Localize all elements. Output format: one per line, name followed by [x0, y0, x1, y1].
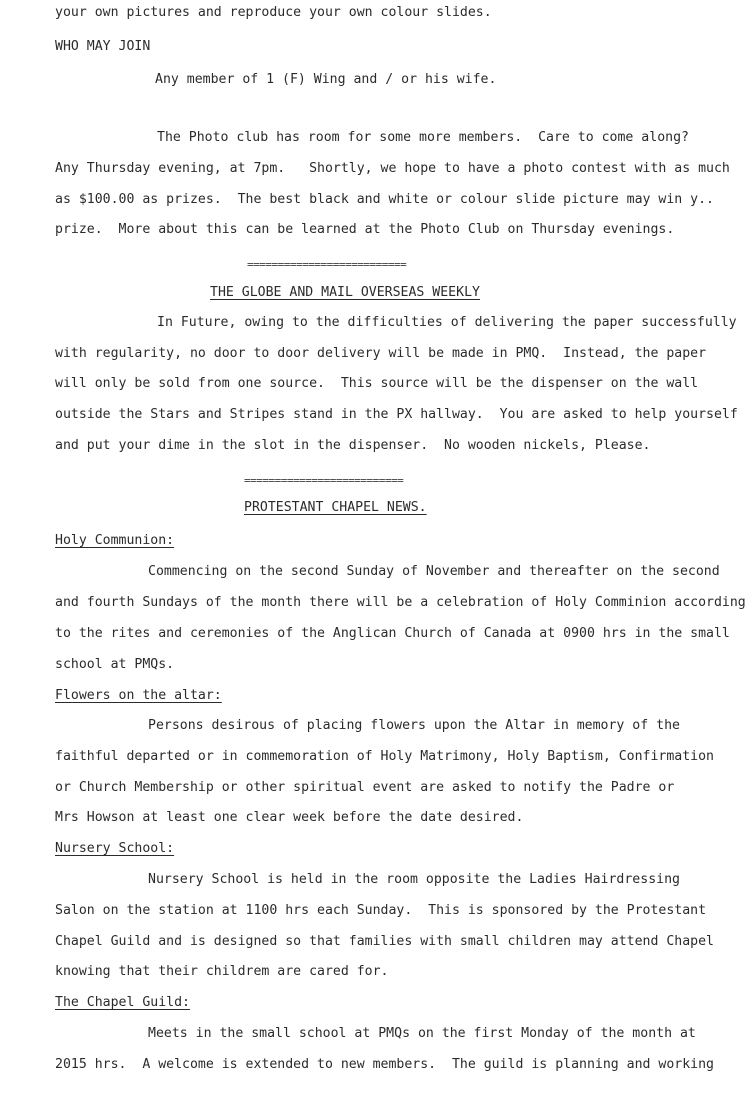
holy-communion-line: to the rites and ceremonies of the Anglican Church of Canada at 0900 hrs in the small — [55, 626, 730, 641]
photo-club-line: as $100.00 as prizes. The best black and white or colour slide picture may win y.. — [55, 192, 714, 207]
chapel-guild-line: Meets in the small school at PMQs on the first Monday of the month at — [148, 1026, 696, 1041]
flowers-line: Mrs Howson at least one clear week before the date desired. — [55, 810, 524, 825]
globe-and-mail-heading: THE GLOBE AND MAIL OVERSEAS WEEKLY — [210, 285, 480, 300]
globe-and-mail-line: will only be sold from one source. This source will be the dispenser on the wall — [55, 376, 699, 391]
nursery-school-line: Nursery School is held in the room opposite the Ladies Hairdressing — [148, 872, 680, 887]
nursery-school-line: Chapel Guild and is designed so that families with small children may attend Chapel — [55, 934, 714, 949]
chapel-news-heading: PROTESTANT CHAPEL NEWS. — [244, 500, 427, 515]
who-may-join-text: Any member of 1 (F) Wing and / or his wife. — [155, 72, 497, 87]
section-rule: ========================== — [244, 474, 404, 487]
holy-communion-line: Commencing on the second Sunday of November and thereafter on the second — [148, 564, 720, 579]
flowers-line: Persons desirous of placing flowers upon the Altar in memory of the — [148, 718, 680, 733]
globe-and-mail-line: with regularity, no door to door delivery will be made in PMQ. Instead, the paper — [55, 346, 707, 361]
intro-line: your own pictures and reproduce your own colour slides. — [55, 5, 492, 20]
who-may-join-heading: WHO MAY JOIN — [55, 39, 151, 54]
section-rule: ========================== — [247, 258, 407, 271]
nursery-school-line: Salon on the station at 1100 hrs each Sunday. This is sponsored by the Protestant — [55, 903, 707, 918]
holy-communion-heading: Holy Communion: — [55, 533, 175, 548]
chapel-guild-heading: The Chapel Guild: — [55, 995, 190, 1010]
photo-club-line: The Photo club has room for some more members. Care to come along? — [157, 130, 689, 145]
globe-and-mail-line: outside the Stars and Stripes stand in the PX hallway. You are asked to help yourself — [55, 407, 738, 422]
nursery-school-line: knowing that their childrem are cared for. — [55, 964, 389, 979]
globe-and-mail-line: and put your dime in the slot in the dispenser. No wooden nickels, Please. — [55, 438, 651, 453]
flowers-line: or Church Membership or other spiritual event are asked to notify the Padre or — [55, 780, 675, 795]
chapel-guild-line: 2015 hrs. A welcome is extended to new members. The guild is planning and working — [55, 1057, 714, 1072]
flowers-heading: Flowers on the altar: — [55, 688, 222, 703]
photo-club-line: prize. More about this can be learned at the Photo Club on Thursday evenings. — [55, 222, 675, 237]
holy-communion-line: school at PMQs. — [55, 657, 175, 672]
holy-communion-line: and fourth Sundays of the month there will be a celebration of Holy Comminion according — [55, 595, 746, 610]
globe-and-mail-line: In Future, owing to the difficulties of delivering the paper successfully — [157, 315, 737, 330]
photo-club-line: Any Thursday evening, at 7pm. Shortly, we hope to have a photo contest with as much — [55, 161, 730, 176]
nursery-school-heading: Nursery School: — [55, 841, 175, 856]
flowers-line: faithful departed or in commemoration of Holy Matrimony, Holy Baptism, Confirmation — [55, 749, 714, 764]
